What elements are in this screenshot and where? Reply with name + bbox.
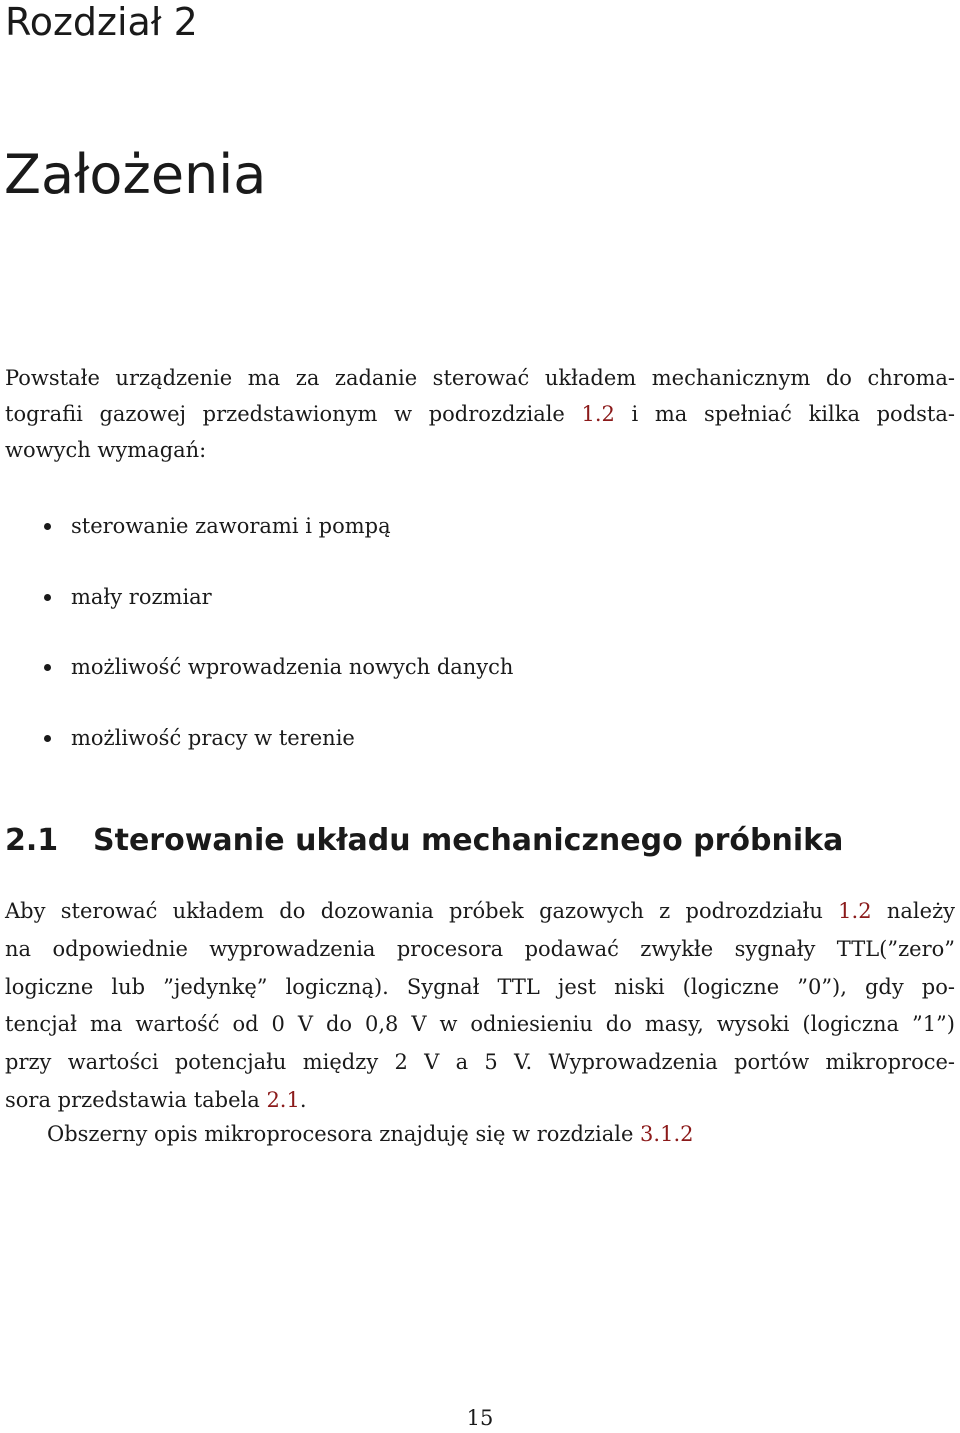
list-item-text: mały rozmiar: [71, 585, 212, 609]
intro-line-2: [5, 396, 955, 432]
bullet-icon: [44, 735, 51, 742]
closing-sentence: [47, 1116, 693, 1153]
bullet-icon: [44, 523, 51, 530]
table-reference-link[interactable]: 2.1: [266, 1087, 300, 1112]
body-line-1-text-b: należy: [871, 899, 955, 923]
subsection-reference-link[interactable]: 1.2: [581, 402, 615, 426]
section-heading: [5, 818, 843, 864]
body-line-1-text-a: Aby sterować układem do dozowania próbek gazowych z podrozdziału: [5, 899, 839, 923]
subsection-reference-link[interactable]: 1.2: [838, 899, 872, 923]
body-line-6-text-a: sora przedstawia tabela: [5, 1087, 267, 1112]
intro-line-3: wowych wymagań:: [5, 438, 207, 462]
intro-paragraph: [5, 360, 955, 468]
body-line-3: logiczne lub ”jedynkę” logiczną). Sygnał TTL jest niski (logiczne ”0”), gdy po-: [5, 974, 955, 999]
chapter-reference-link[interactable]: 3.1.2: [640, 1122, 694, 1146]
body-line-1: [5, 893, 955, 931]
body-line-5: przy wartości potencjału między 2 V a 5 V. Wyprowadzenia portów mikroproce-: [5, 1050, 955, 1075]
body-paragraph: [5, 893, 955, 1120]
closing-text: Obszerny opis mikroprocesora znajduję się w rozdziale: [47, 1122, 641, 1146]
body-line-6: [5, 1082, 955, 1120]
body-line-6-text-b: .: [299, 1087, 307, 1112]
list-item-text: możliwość pracy w terenie: [71, 726, 355, 750]
list-item-text: sterowanie zaworami i pompą: [71, 514, 391, 538]
chapter-title: Założenia: [4, 143, 267, 206]
chapter-label: Rozdział 2: [5, 0, 198, 44]
intro-line-2-text-a: tografii gazowej przedstawionym w podrozdziale: [5, 402, 582, 426]
body-line-4: tencjał ma wartość od 0 V do 0,8 V w odniesieniu do masy, wysoki (logiczna ”1”): [5, 1012, 955, 1037]
page-number: 15: [466, 1406, 494, 1430]
section-title: Sterowanie układu mechanicznego próbnika: [93, 823, 844, 858]
bullet-icon: [44, 594, 51, 601]
list-item-text: możliwość wprowadzenia nowych danych: [71, 655, 514, 679]
bullet-icon: [44, 664, 51, 671]
intro-line-2-text-b: i ma spełniać kilka podsta-: [614, 402, 955, 426]
intro-line-1: Powstałe urządzenie ma za zadanie sterować układem mechanicznym do chroma-: [5, 366, 955, 390]
body-line-2: na odpowiednie wyprowadzenia procesora podawać zwykłe sygnały TTL(”zero”: [5, 936, 955, 961]
section-number: 2.1: [5, 823, 59, 858]
